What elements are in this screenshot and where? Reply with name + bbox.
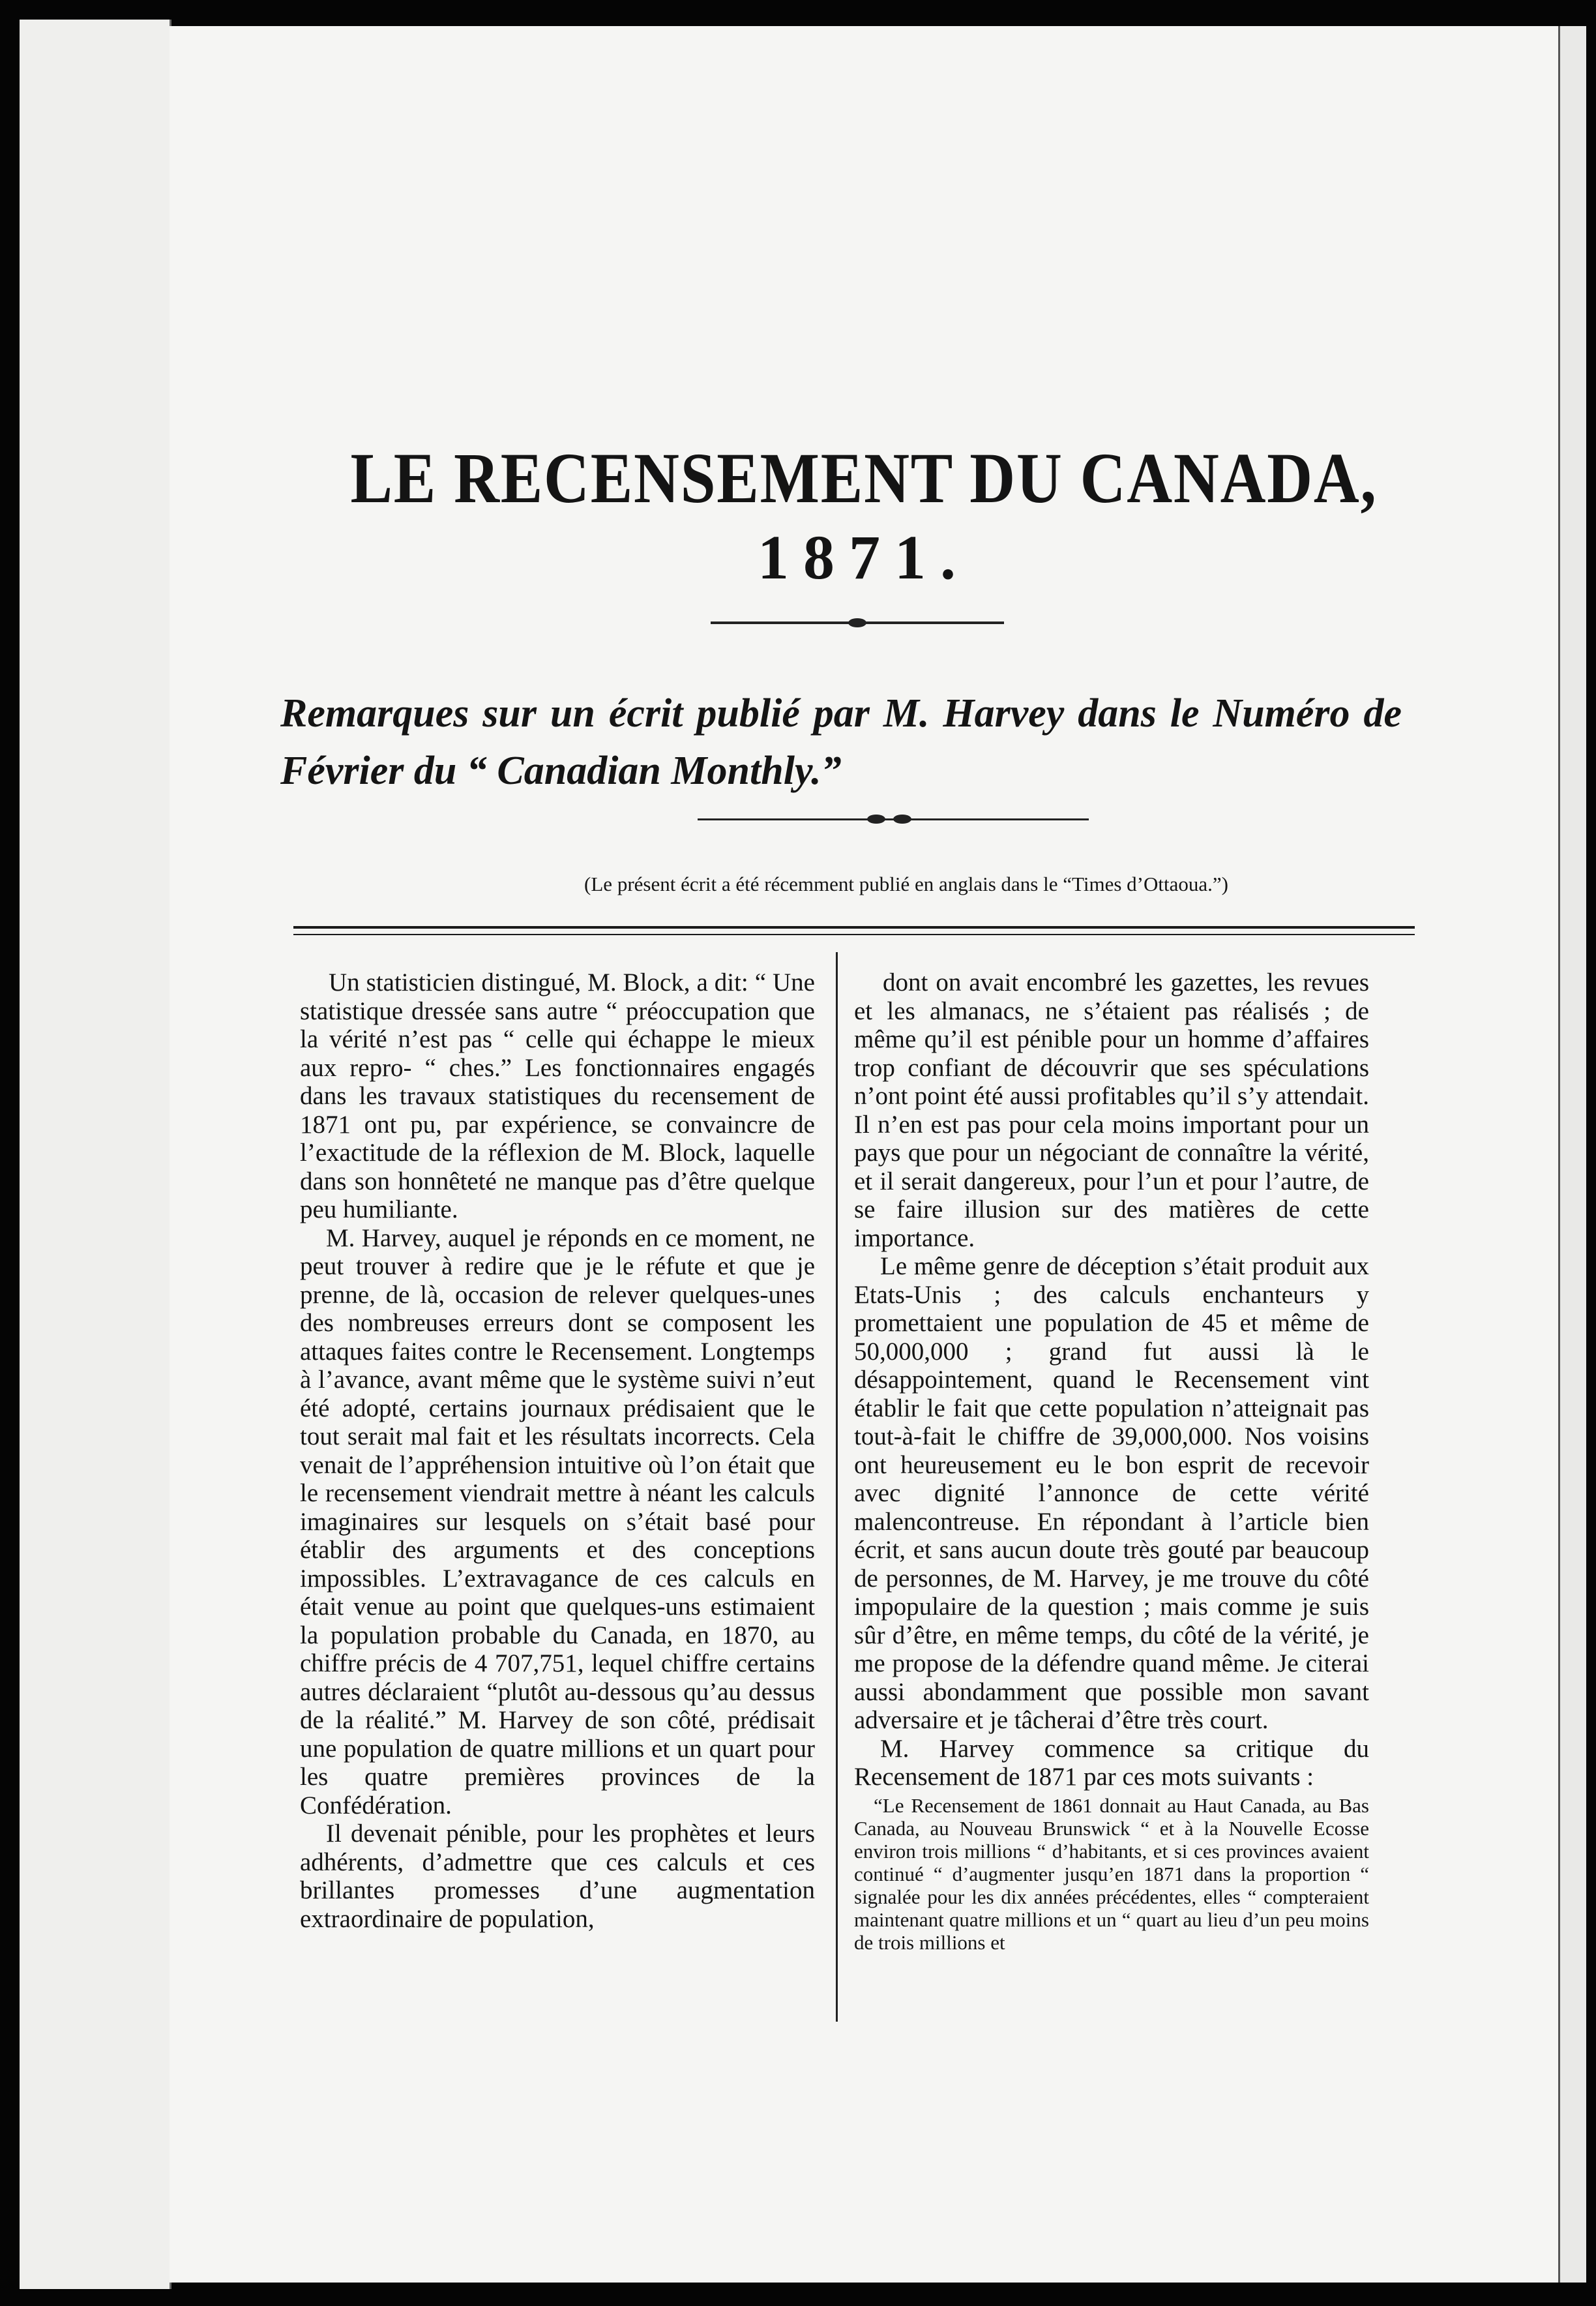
publication-note: (Le présent écrit a été récemment publié en anglais dans le “Times d’Ottaoua.”) (584, 873, 1228, 895)
paragraph: M. Harvey, auquel je réponds en ce moment, ne peut trouver à redire que je le réfute et que je prenne, de là, occasion de relever quelques-unes des nombreuses erreurs dont se composent les attaques faites contre le Recensement. Longtemps à l’avance, avant même que le système suivi n’eut été adopté, certains journaux prédisaient que le tout serait mal fait et les résultats incorrects. Cela venait de l’appréhension intuitive où l’on était que le recensement viendrait mettre à néant les calculs imaginaires sur lesquels on s’était basé pour établir des arguments et des conceptions impossibles. L’extravagance de ces calculs en était venue au point que quelques-uns estimaient la population probable du Canada, en 1870, au chiffre précis de 4 707,751, lequel chiffre certains autres déclaraient “plutôt au-dessous qu’au dessus de la réalité.” M. Harvey de son côté, prédisait une population de quatre millions et un quart pour les quatre premières provinces de la Confédération. (300, 1223, 815, 1819)
ornament-dot (893, 815, 911, 824)
document-year: 1871. (758, 522, 970, 592)
document-title: LE RECENSEMENT DU CANADA, (350, 438, 1378, 518)
ornament-dot (848, 618, 866, 627)
paragraph: M. Harvey commence sa critique du Recensement de 1871 par ces mots suivants : (854, 1734, 1369, 1791)
document-subtitle: Remarques sur un écrit publié par M. Harvey dans le Numéro de Février du “ Canadian Monthly.” (280, 691, 1402, 793)
facing-page-edge (20, 20, 171, 2289)
paragraph: Il devenait pénible, pour les prophètes et leurs adhérents, d’admettre que ces calculs et ces brillantes promesses d’une augmentation extraordinaire de population, (300, 1819, 815, 1933)
page-edge-strip (1558, 26, 1586, 2283)
ornament-dot (867, 815, 885, 824)
block-quote: “Le Recensement de 1861 donnait au Haut Canada, au Bas Canada, au Nouveau Brunswick “ et à la Nouvelle Ecosse environ trois millions “ d’habitants, et si ces provinces avaient continué “ d’augmenter jusqu’en 1871 dans la proportion “ signalée pour les dix années précédentes, elles “ compteraient maintenant quatre millions et un “ quart au lieu d’un peu moins de trois millions et (854, 1793, 1369, 1954)
double-rule-bottom (293, 934, 1415, 935)
right-column (854, 968, 1369, 1954)
left-column (300, 968, 815, 1933)
column-divider (836, 952, 838, 2022)
double-rule-top (293, 926, 1415, 929)
document-page (170, 26, 1558, 2283)
paragraph: Le même genre de déception s’était produit aux Etats-Unis ; des calculs enchanteurs y promettaient une population de 45 et même de 50,000,000 ; grand fut aussi là le désappointement, quand le Recensement vint établir le fait que cette population n’atteignait pas tout-à-fait le chiffre de 39,000,000. Nos voisins ont heureusement eu le bon esprit de recevoir avec dignité l’annonce de cette vérité malencontreuse. En répondant à l’article bien écrit, et sans aucun doute très gouté par beaucoup de personnes, de M. Harvey, je me trouve du côté impopulaire de la question ; mais comme je suis sûr d’être, en même temps, du côté de la vérité, je me propose de la défendre quand même. Je citerai aussi abondamment que possible mon savant adversaire et je tâcherai d’être très court. (854, 1252, 1369, 1734)
paragraph: Un statisticien distingué, M. Block, a dit: “ Une statistique dressée sans autre “ préoccupation que la vérité n’est pas “ celle qui échappe le mieux aux repro- “ ches.” Les fonctionnaires engagés dans les travaux statistiques du recensement de 1871 ont pu, par expérience, se convaincre de l’exactitude de la réflexion de M. Block, laquelle dans son honnêteté ne manque pas d’être quelque peu humiliante. (300, 968, 815, 1223)
document-header (170, 437, 1558, 593)
paragraph: dont on avait encombré les gazettes, les revues et les almanacs, ne s’étaient pas réalisés ; de même qu’il est pénible pour un homme d’affaires trop confiant de découvrir que ses spéculations n’ont point été aussi profitables qu’il s’y attendait. Il n’en est pas pour cela moins important pour un pays que pour un négociant de connaître la vérité, et il serait dangereux, pour l’un et pour l’autre, de se faire illusion sur des matières de cette importance. (854, 968, 1369, 1252)
